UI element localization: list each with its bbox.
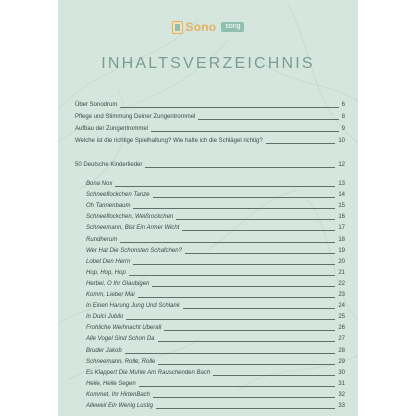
toc-song-row[interactable] <box>75 398 345 410</box>
toc-entry-page: 29 <box>338 358 345 365</box>
toc-entry-title: Welche ist die richtige Spielhaltung? Wie halte ich die Schlägel richtig? <box>75 138 263 144</box>
toc-entry-page: 20 <box>338 258 345 265</box>
toc-entry-title: Schneeflockchen Tanze <box>86 192 150 199</box>
logo-badge: song <box>221 22 244 32</box>
toc-entry-title: Lobet Den Herrn <box>86 258 131 265</box>
toc-entry-title: Alleweil Ein Wenig Lustig <box>86 403 153 409</box>
toc-entry-title: Oh Tannenbaum <box>86 203 131 210</box>
toc-entry-title: In Dulci Jubilo <box>86 314 124 321</box>
toc-section-row[interactable] <box>75 121 345 133</box>
toc-section-row[interactable] <box>75 133 345 145</box>
toc-entry-title: Wer Hat Die Schonsten Schafchen? <box>86 247 182 254</box>
toc-entry-title: Schneemann, Bist Ein Armer Wicht <box>86 225 180 232</box>
toc-entry-page: 12 <box>338 162 345 168</box>
toc-entry-page: 13 <box>338 181 345 187</box>
toc-entry-title: Alle Vogel Sind Schon Da <box>86 336 155 343</box>
toc-entry-title: Frohliche Weihnacht Uberall <box>86 325 162 332</box>
toc-entry-page: 25 <box>338 314 345 321</box>
toc-entry-title: Komm, Lieber Mai <box>86 292 135 298</box>
toc-entry-title: Über Sonodrum <box>75 102 118 108</box>
toc-entry-page: 21 <box>338 269 345 276</box>
toc-entry-page: 15 <box>338 203 345 210</box>
toc-entry-page: 24 <box>338 303 345 310</box>
toc-entry-page: 32 <box>338 391 345 398</box>
leader-line <box>156 408 335 409</box>
toc-entry-page: 18 <box>338 236 345 243</box>
toc-entry-title: Pflege und Stimmung Deiner Zungentrommel <box>75 114 196 120</box>
toc-entry-page: 30 <box>338 369 345 376</box>
leader-line <box>266 143 336 144</box>
toc-entry-page: 33 <box>338 403 345 409</box>
toc-entry-page: 8 <box>341 114 345 120</box>
toc-entry-title: Hop, Hop, Hop <box>86 269 126 276</box>
toc-entry-page: 14 <box>338 192 345 199</box>
toc-entry-title: Es Klappert Die Muhle Am Rauschenden Bach <box>86 369 211 376</box>
leader-line <box>198 119 338 120</box>
toc-entry-title: Heile, Heile Segen <box>86 380 136 387</box>
toc-section-row[interactable] <box>75 97 345 109</box>
toc-entry-title: Aufbau der Zungentrommel <box>75 126 149 132</box>
toc-entry-page: 22 <box>338 280 345 287</box>
toc-entry-page: 9 <box>341 126 345 132</box>
toc-entry-title: Herbei, O Ihr Glaubigen <box>86 280 150 287</box>
toc-entry-page: 6 <box>341 102 345 108</box>
toc-entry-title: Kommet, Ihr HirtenBach <box>86 391 151 398</box>
toc-entry-page: 19 <box>338 247 345 254</box>
sono-song-logo <box>58 20 358 34</box>
toc-section-row[interactable] <box>75 109 345 121</box>
logo-wordmark: Sono <box>185 20 217 34</box>
toc-entry-title: Rundherum <box>86 236 118 243</box>
leader-line <box>145 167 335 168</box>
leader-line <box>151 131 339 132</box>
toc-entry-page: 27 <box>338 336 345 343</box>
toc-entry-title: Schneeflockchen, Weißrockchen <box>86 214 174 221</box>
toc-entry-title: Bruder Jakob <box>86 347 122 354</box>
toc-chapter-row[interactable] <box>75 157 345 169</box>
toc-entry-page: 17 <box>338 225 345 232</box>
toc-entry-title: In Einen Harung Jung Und Schlank <box>86 303 180 310</box>
book-page <box>58 0 358 416</box>
toc-entry-page: 26 <box>338 325 345 332</box>
page-title: INHALTSVERZEICHNIS <box>101 55 315 72</box>
toc-entry-title: Bona Nox <box>86 181 113 187</box>
toc-entry-page: 23 <box>338 292 345 298</box>
sono-logo-icon <box>172 21 183 34</box>
toc-entry-page: 16 <box>338 214 345 221</box>
toc-entry-title: 50 Deutsche Kinderlieder <box>75 162 143 168</box>
toc-entry-page: 31 <box>338 380 345 387</box>
toc-entry-page: 28 <box>338 347 345 354</box>
leader-line <box>120 107 338 108</box>
toc-entry-title: Schneemann, Rolle, Rolle <box>86 358 156 365</box>
toc-entry-page: 10 <box>338 138 345 144</box>
